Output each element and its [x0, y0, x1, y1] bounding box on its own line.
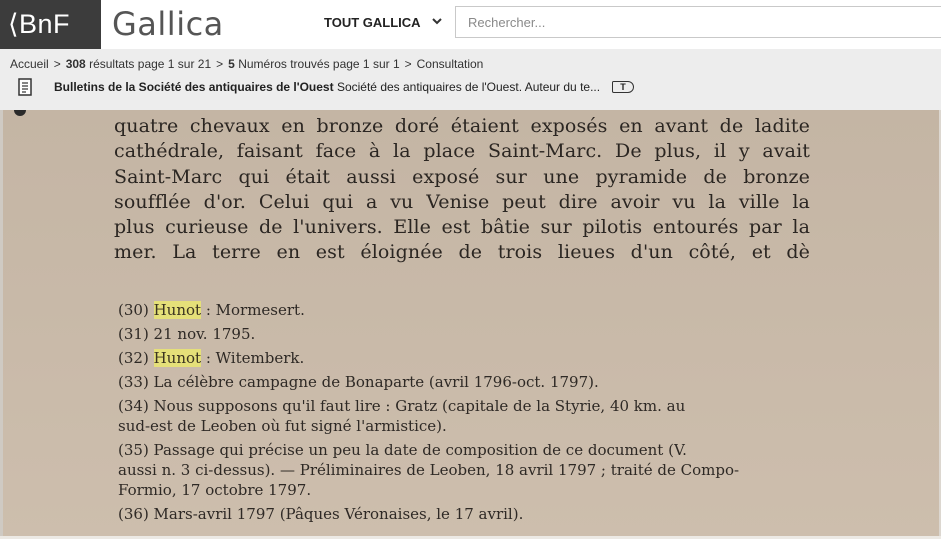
search-scope-select[interactable]: TOUT GALLICA — [324, 15, 421, 30]
search-hit-highlight[interactable]: Hunot — [153, 301, 202, 319]
info-icon[interactable] — [14, 110, 26, 116]
footnote-32: (32) Hunot : Witemberk. — [118, 349, 305, 367]
body-line: soufflée d'or. Celui qui a vu Venise peut dire avoir vu la ville la — [114, 190, 810, 213]
page-body-text — [114, 114, 810, 266]
text-mode-icon[interactable]: T — [612, 81, 634, 93]
document-icon — [17, 78, 35, 96]
body-line: mer. La terre en est éloignée de trois lieues d'un côté, et dè — [114, 241, 810, 264]
bnf-logo[interactable]: ⟨BnF — [0, 0, 101, 49]
body-line: quatre chevaux en bronze doré étaient exposés en avant de ladite — [114, 115, 810, 137]
body-line: cathédrale, faisant face à la place Saint-Marc. De plus, il y avait — [114, 140, 810, 163]
footnote-31: (31) 21 nov. 1795. — [118, 325, 256, 343]
search-hit-highlight[interactable]: Hunot — [153, 349, 202, 367]
footnote-30: (30) Hunot : Mormesert. — [118, 301, 305, 319]
footnote-35: (35) Passage qui précise un peu la date de composition de ce document (V. — [118, 441, 687, 459]
breadcrumb-current: Consultation — [416, 57, 484, 71]
body-line: plus curieuse de l'univers. Elle est bâtie sur pilotis entourés par la — [114, 216, 810, 239]
scan-left-edge — [0, 110, 3, 539]
document-title-line — [54, 80, 600, 94]
gallica-wordmark[interactable]: Gallica — [112, 5, 224, 43]
breadcrumb-issues-link[interactable]: 5 Numéros trouvés page 1 sur 1 — [228, 57, 400, 71]
footnote-35-cont: aussi n. 3 ci-dessus). — Préliminaires de Leoben, 18 avril 1797 ; traité de Compo- — [118, 461, 740, 479]
search-input[interactable] — [455, 6, 941, 38]
footnote-35-cont: Formio, 17 octobre 1797. — [118, 481, 312, 499]
chevron-down-icon[interactable] — [432, 14, 442, 29]
breadcrumb: Accueil > 308 résultats page 1 sur 21 > 5 Numéros trouvés page 1 sur 1 > Consultation — [10, 57, 484, 71]
document-author: Société des antiquaires de l'Ouest. Auteur du te... — [336, 80, 601, 94]
footnote-34-cont: sud-est de Leoben où fut signé l'armistice). — [118, 417, 447, 435]
footnote-34: (34) Nous supposons qu'il faut lire : Gratz (capitale de la Styrie, 40 km. au — [118, 397, 686, 415]
breadcrumb-results-link[interactable]: 308 résultats page 1 sur 21 — [65, 57, 212, 71]
breadcrumb-home-link[interactable]: Accueil — [10, 57, 49, 71]
page-footnotes — [118, 300, 812, 524]
page-scan-viewer[interactable] — [0, 110, 941, 539]
document-title[interactable]: Bulletins de la Société des antiquaires de l'Ouest — [54, 80, 334, 94]
body-line: Saint-Marc qui était aussi exposé sur une pyramide de bronze — [114, 165, 810, 188]
context-bar — [0, 49, 941, 110]
footnote-36: (36) Mars-avril 1797 (Pâques Véronaises, le 17 avril). — [118, 505, 524, 523]
site-header — [0, 0, 941, 49]
footnote-33: (33) La célèbre campagne de Bonaparte (avril 1796-oct. 1797). — [118, 373, 599, 391]
